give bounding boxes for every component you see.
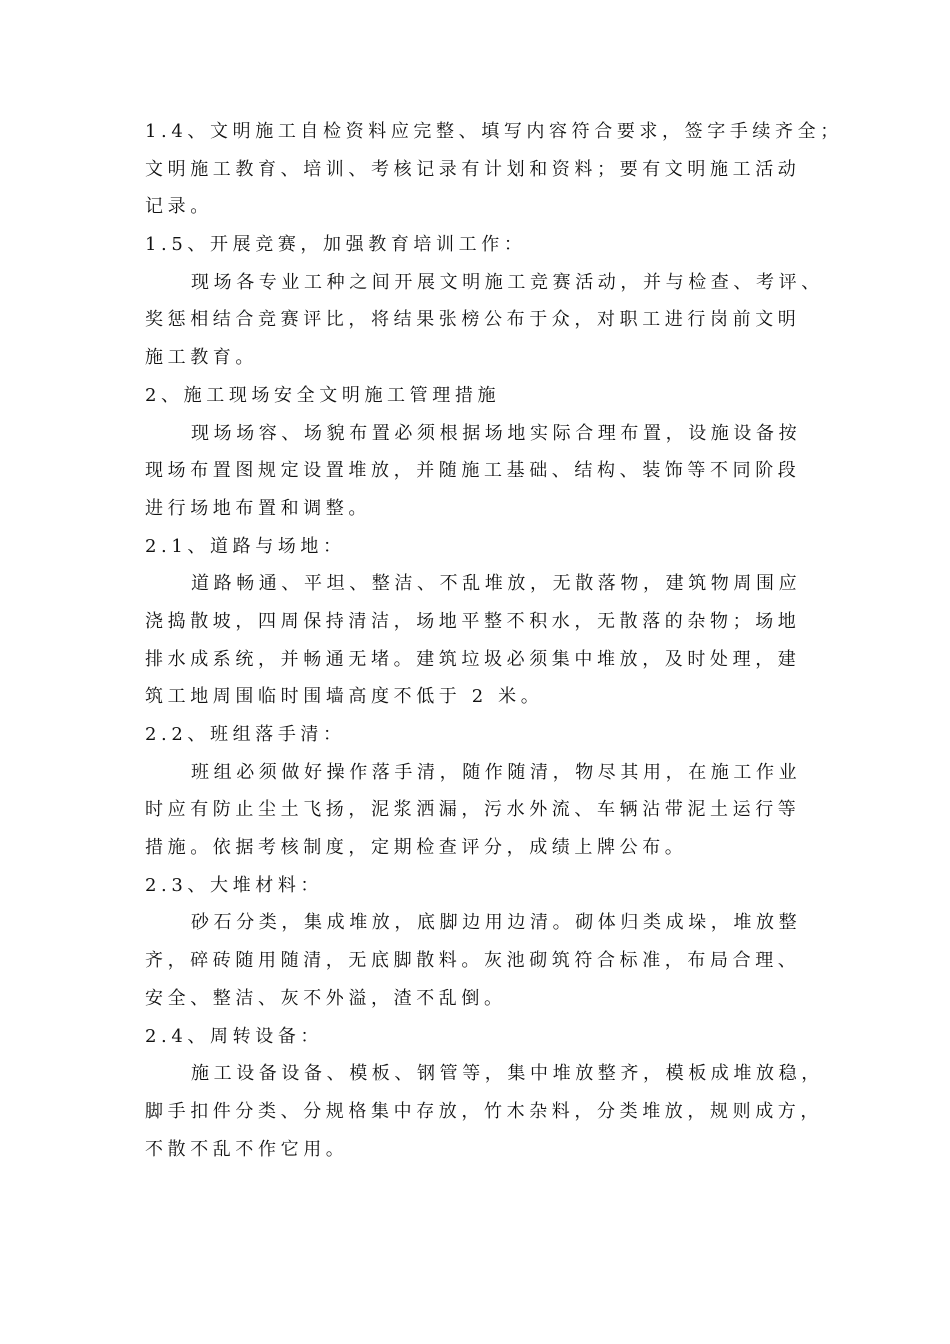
section-heading: 2.1、道路与场地： (145, 535, 346, 557)
text-line: 安全、整洁、灰不外溢，渣不乱倒。 (145, 987, 507, 1009)
paragraph-first-line: 现场场容、场貌布置必须根据场地实际合理布置，设施设备按 (191, 422, 802, 444)
text-line: 奖惩相结合竞赛评比，将结果张榜公布于众，对职工进行岗前文明 (145, 309, 801, 331)
text-line: 记录。 (145, 196, 213, 218)
section-heading: 2、施工现场安全文明施工管理措施 (145, 384, 501, 406)
text-line: 脚手扣件分类、分规格集中存放，竹木杂料，分类堆放，规则成方， (145, 1100, 823, 1122)
text-line: 排水成系统，并畅通无堵。建筑垃圾必须集中堆放，及时处理，建 (145, 648, 801, 670)
section-heading: 2.4、周转设备： (145, 1025, 324, 1047)
text-line: 文明施工教育、培训、考核记录有计划和资料；要有文明施工活动 (145, 158, 801, 180)
text-line: 时应有防止尘土飞扬，泥浆洒漏，污水外流、车辆沾带泥土运行等 (145, 799, 801, 821)
section-heading: 1.5、开展竞赛，加强教育培训工作： (145, 234, 527, 256)
paragraph-first-line: 现场各专业工种之间开展文明施工竞赛活动，并与检查、考评、 (191, 271, 824, 293)
text-line: 现场布置图规定设置堆放，并随施工基础、结构、装饰等不同阶段 (145, 460, 801, 482)
paragraph-first-line: 砂石分类，集成堆放，底脚边用边清。砌体归类成垛，堆放整 (191, 912, 802, 934)
paragraph-first-line: 施工设备设备、模板、钢管等，集中堆放整齐，模板成堆放稳， (191, 1063, 824, 1085)
text-line: 措施。依据考核制度，定期检查评分，成绩上牌公布。 (145, 837, 688, 859)
paragraph-first-line: 道路畅通、平坦、整洁、不乱堆放，无散落物，建筑物周围应 (191, 573, 802, 595)
text-line: 浇捣散坡，四周保持清洁，场地平整不积水，无散落的杂物；场地 (145, 610, 801, 632)
text-line: 进行场地布置和调整。 (145, 497, 371, 519)
section-heading: 2.3、大堆材料： (145, 874, 324, 896)
text-line: 1.4、文明施工自检资料应完整、填写内容符合要求，签字手续齐全； (145, 121, 843, 142)
paragraph-first-line: 班组必须做好操作落手清，随作随清，物尽其用，在施工作业 (191, 761, 802, 783)
document-page (145, 113, 843, 1168)
text-line: 齐，碎砖随用随清，无底脚散料。灰池砌筑符合标准，布局合理、 (145, 950, 801, 972)
text-line: 施工教育。 (145, 347, 258, 369)
section-heading: 2.2、班组落手清： (145, 724, 346, 745)
text-line: 筑工地周围临时围墙高度不低于 2 米。 (145, 686, 544, 708)
text-line: 不散不乱不作它用。 (145, 1138, 349, 1160)
